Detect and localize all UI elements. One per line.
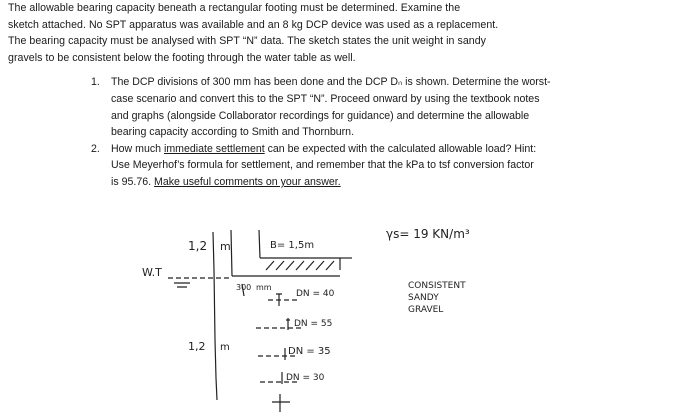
dn-value-2: DN = 55 bbox=[294, 319, 333, 329]
unit-weight-label: γs= 19 KN/m³ bbox=[386, 227, 470, 241]
dn-value-1: DN = 40 bbox=[296, 289, 335, 299]
column-left-edge bbox=[231, 230, 232, 276]
footing-width-label: B= 1,5m bbox=[270, 240, 315, 251]
division-unit: mm bbox=[256, 283, 272, 292]
dcp-tick bbox=[272, 394, 290, 412]
water-table-symbol bbox=[174, 283, 190, 287]
dn-value-3: DN = 35 bbox=[288, 346, 331, 357]
question-number: 1. bbox=[91, 76, 100, 89]
soil-label-line: CONSISTENT bbox=[408, 281, 466, 291]
question-line: The DCP divisions of 300 mm has been done and the DCP Dₙ is shown. Determine the worst- bbox=[111, 76, 551, 89]
soil-label-line: GRAVEL bbox=[408, 305, 444, 315]
dn-value-4: DN = 30 bbox=[286, 373, 325, 383]
question-line: case scenario and convert this to the SPT “N”. Proceed onward by using the textbook notes bbox=[111, 92, 540, 105]
text-run: How much bbox=[111, 142, 164, 155]
question-number: 2. bbox=[91, 142, 100, 155]
question-line: Use Meyerhof’s formula for settlement, and remember that the kPa to tsf conversion factor bbox=[111, 159, 534, 172]
left-boundary-line bbox=[213, 232, 217, 400]
depth-top-label: 1,2 bbox=[188, 239, 208, 253]
text-run: can be expected with the calculated allowable load? Hint: bbox=[264, 142, 537, 155]
column-right-edge bbox=[259, 230, 260, 258]
footing-hatch bbox=[266, 261, 334, 270]
soil-label-line: SANDY bbox=[408, 293, 439, 303]
intro-line: gravels to be consistent below the footing through the water table as well. bbox=[8, 51, 356, 64]
depth-top-unit: m bbox=[220, 240, 231, 253]
intro-line: The allowable bearing capacity beneath a rectangular footing must be determined. Examine the bbox=[8, 2, 461, 14]
intro-line: The bearing capacity must be analysed with SPT “N” data. The sketch states the unit weight in sandy bbox=[8, 35, 486, 48]
text-run: is 95.76. bbox=[111, 175, 154, 188]
depth-bottom-label: 1,2 bbox=[188, 340, 206, 353]
intro-line: sketch attached. No SPT apparatus was available and an 8 kg DCP device was used as a replacement. bbox=[8, 18, 499, 31]
division-label: 300 bbox=[236, 283, 252, 292]
question-line: and graphs (alongside Collaborator recordings for guidance) and determine the allowable bbox=[111, 109, 530, 122]
underlined-term: immediate settlement bbox=[163, 142, 265, 155]
water-table-label: W.T bbox=[142, 266, 162, 279]
question-line: bearing capacity according to Smith and Thornburn. bbox=[111, 126, 355, 139]
depth-bottom-unit: m bbox=[220, 342, 230, 353]
underlined-instruction: Make useful comments on your answer. bbox=[154, 175, 341, 188]
